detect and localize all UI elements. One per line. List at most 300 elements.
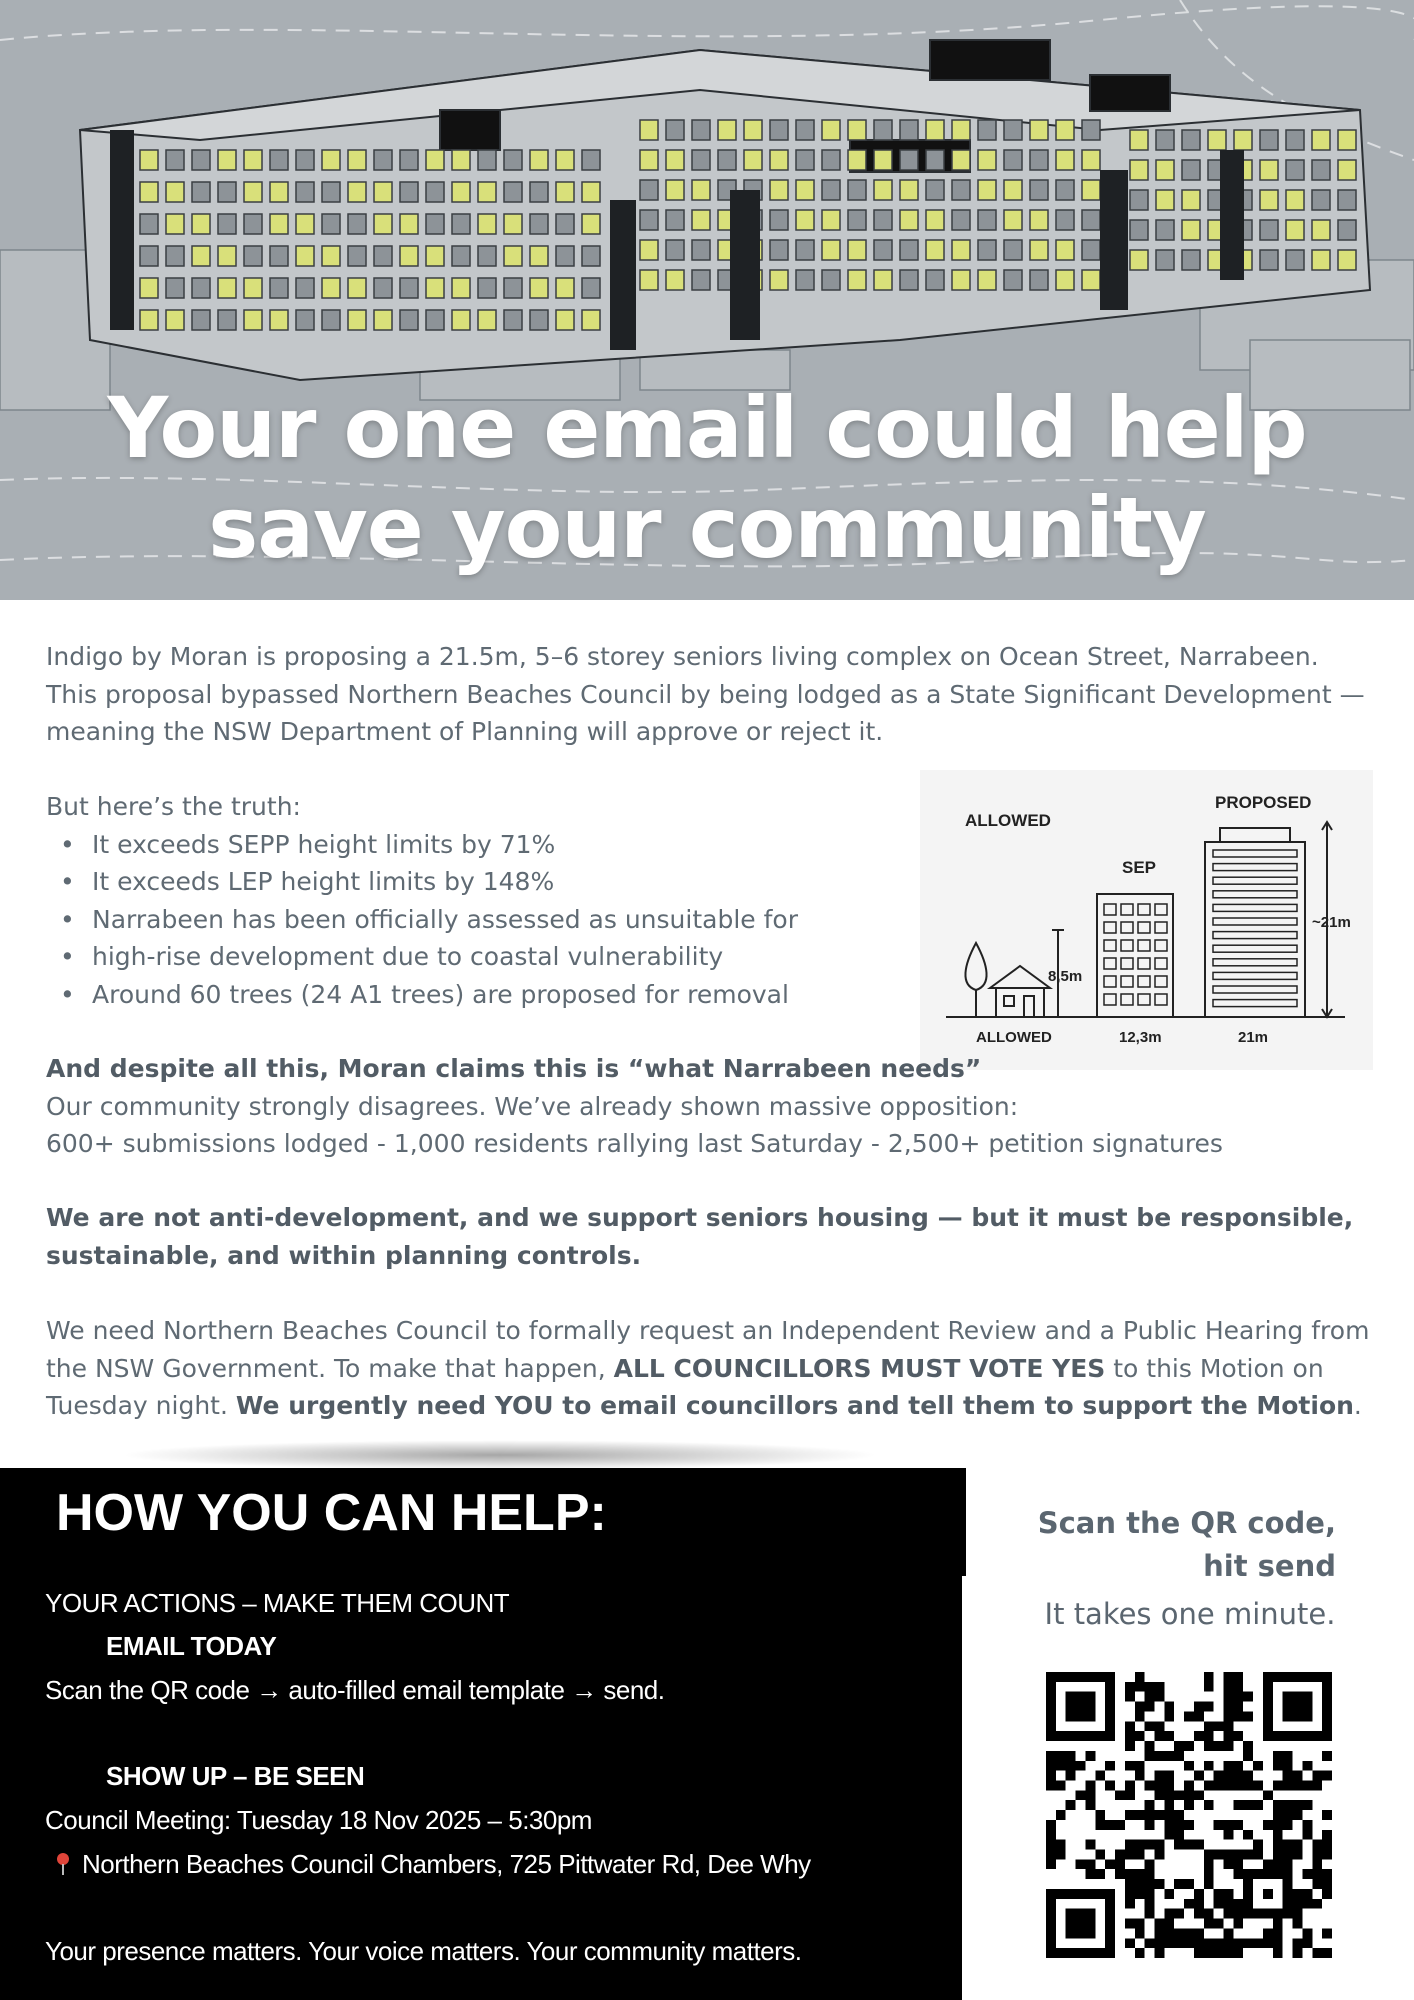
qr-module bbox=[1095, 1771, 1105, 1781]
building-window bbox=[1156, 130, 1174, 150]
qr-module bbox=[1293, 1909, 1303, 1919]
building-window bbox=[504, 310, 522, 330]
qr-module bbox=[1154, 1928, 1164, 1938]
building-window bbox=[218, 246, 236, 266]
qr-module bbox=[1085, 1751, 1095, 1761]
qr-module bbox=[1233, 1692, 1243, 1702]
qr-finder bbox=[1066, 1692, 1096, 1722]
qr-module bbox=[1283, 1859, 1293, 1869]
building-window bbox=[426, 310, 444, 330]
qr-module bbox=[1224, 1771, 1234, 1781]
building-window bbox=[1056, 210, 1074, 230]
qr-module bbox=[1273, 1751, 1283, 1761]
building-window bbox=[478, 310, 496, 330]
diagram-axis-proposed: 21m bbox=[1238, 1029, 1269, 1046]
building-window bbox=[1260, 160, 1278, 180]
qr-finder bbox=[1066, 1909, 1096, 1939]
qr-module bbox=[1174, 1751, 1184, 1761]
qr-module bbox=[1154, 1938, 1164, 1948]
building-window bbox=[822, 210, 840, 230]
qr-module bbox=[1224, 1711, 1234, 1721]
building-window bbox=[244, 182, 262, 202]
qr-module bbox=[1233, 1899, 1243, 1909]
qr-module bbox=[1135, 1869, 1145, 1879]
show-up-heading: SHOW UP – BE SEEN bbox=[106, 1761, 365, 1791]
qr-module bbox=[1293, 1938, 1303, 1948]
proposed-floor bbox=[1213, 918, 1297, 925]
sep-window bbox=[1155, 994, 1167, 1005]
request-text: . bbox=[1353, 1391, 1362, 1420]
qr-module bbox=[1046, 1771, 1056, 1781]
building-window bbox=[400, 182, 418, 202]
qr-module bbox=[1233, 1761, 1243, 1771]
building-window bbox=[1130, 160, 1148, 180]
building-window bbox=[1056, 240, 1074, 260]
qr-module bbox=[1046, 1850, 1056, 1860]
building-window bbox=[166, 278, 184, 298]
not-anti-line: We are not anti-development, and we support seniors housing — but it must be responsible, bbox=[46, 1203, 1354, 1232]
qr-module bbox=[1283, 1751, 1293, 1761]
qr-module bbox=[1293, 1889, 1303, 1899]
building-window bbox=[1260, 190, 1278, 210]
building-window bbox=[530, 278, 548, 298]
qr-module bbox=[1135, 1711, 1145, 1721]
sep-window bbox=[1155, 904, 1167, 915]
building-window bbox=[556, 182, 574, 202]
request-text: Tuesday night. bbox=[46, 1391, 236, 1420]
building-window bbox=[666, 180, 684, 200]
building-window bbox=[296, 182, 314, 202]
qr-code[interactable] bbox=[1046, 1672, 1332, 1958]
qr-module bbox=[1145, 1780, 1155, 1790]
sep-window bbox=[1104, 940, 1116, 951]
qr-module bbox=[1194, 1731, 1204, 1741]
qr-module bbox=[1115, 1790, 1125, 1800]
proposed-floor bbox=[1213, 877, 1297, 884]
qr-module bbox=[1204, 1869, 1214, 1879]
building-window bbox=[1004, 180, 1022, 200]
building-window bbox=[1082, 120, 1100, 140]
building-window bbox=[1082, 240, 1100, 260]
building-window bbox=[874, 240, 892, 260]
qr-module bbox=[1085, 1869, 1095, 1879]
building-window bbox=[270, 182, 288, 202]
qr-module bbox=[1224, 1889, 1234, 1899]
building-window bbox=[1182, 160, 1200, 180]
qr-module bbox=[1164, 1830, 1174, 1840]
building-window bbox=[166, 214, 184, 234]
truth-list bbox=[46, 826, 926, 1014]
qr-module bbox=[1135, 1840, 1145, 1850]
qr-module bbox=[1056, 1810, 1066, 1820]
sep-window bbox=[1138, 940, 1150, 951]
building-window bbox=[692, 240, 710, 260]
building-window bbox=[192, 246, 210, 266]
building-window bbox=[530, 246, 548, 266]
building-window bbox=[848, 240, 866, 260]
building-window bbox=[400, 150, 418, 170]
building-window bbox=[1030, 240, 1048, 260]
qr-module bbox=[1273, 1820, 1283, 1830]
headline bbox=[0, 378, 1414, 578]
qr-module bbox=[1214, 1948, 1224, 1958]
diagram-svg bbox=[920, 770, 1373, 1070]
qr-module bbox=[1253, 1780, 1263, 1790]
qr-module bbox=[1095, 1810, 1105, 1820]
building-window bbox=[270, 310, 288, 330]
qr-module bbox=[1322, 1928, 1332, 1938]
qr-module bbox=[1135, 1761, 1145, 1771]
qr-module bbox=[1204, 1702, 1214, 1712]
qr-module bbox=[1145, 1869, 1155, 1879]
building-window bbox=[348, 310, 366, 330]
qr-module bbox=[1283, 1761, 1293, 1771]
qr-module bbox=[1243, 1830, 1253, 1840]
qr-module bbox=[1125, 1731, 1135, 1741]
building-window bbox=[504, 278, 522, 298]
qr-module bbox=[1233, 1909, 1243, 1919]
building-window bbox=[530, 150, 548, 170]
building-window bbox=[1056, 120, 1074, 140]
qr-module bbox=[1302, 1800, 1312, 1810]
qr-module bbox=[1135, 1948, 1145, 1958]
qr-module bbox=[1135, 1850, 1145, 1860]
building-window bbox=[1056, 150, 1074, 170]
building-window bbox=[1004, 150, 1022, 170]
qr-module bbox=[1145, 1938, 1155, 1948]
qr-module bbox=[1283, 1840, 1293, 1850]
building-window bbox=[270, 278, 288, 298]
qr-module bbox=[1204, 1850, 1214, 1860]
qr-module bbox=[1322, 1869, 1332, 1879]
building-window bbox=[218, 310, 236, 330]
qr-module bbox=[1204, 1741, 1214, 1751]
building-window bbox=[582, 150, 600, 170]
qr-module bbox=[1125, 1810, 1135, 1820]
qr-module bbox=[1194, 1711, 1204, 1721]
building-window bbox=[192, 214, 210, 234]
building-window bbox=[296, 150, 314, 170]
building-window bbox=[166, 246, 184, 266]
qr-module bbox=[1184, 1790, 1194, 1800]
building-window bbox=[270, 214, 288, 234]
qr-module bbox=[1243, 1692, 1253, 1702]
qr-module bbox=[1204, 1780, 1214, 1790]
qr-module bbox=[1154, 1790, 1164, 1800]
building-window bbox=[374, 310, 392, 330]
qr-module bbox=[1293, 1810, 1303, 1820]
qr-module bbox=[1204, 1879, 1214, 1889]
building-window bbox=[692, 270, 710, 290]
building-window bbox=[400, 310, 418, 330]
building-window bbox=[244, 150, 262, 170]
sep-window bbox=[1121, 940, 1133, 951]
request-paragraph bbox=[46, 1312, 1376, 1425]
building-window bbox=[322, 278, 340, 298]
qr-module bbox=[1214, 1919, 1224, 1929]
qr-module bbox=[1293, 1800, 1303, 1810]
qr-module bbox=[1273, 1928, 1283, 1938]
request-text: to this Motion on bbox=[1105, 1353, 1324, 1383]
headline-line-1: Your one email could help bbox=[107, 379, 1307, 477]
qr-module bbox=[1174, 1840, 1184, 1850]
building-window bbox=[770, 210, 788, 230]
qr-module bbox=[1312, 1780, 1322, 1790]
qr-module bbox=[1056, 1780, 1066, 1790]
building-window bbox=[952, 150, 970, 170]
building-window bbox=[1156, 220, 1174, 240]
building-window bbox=[640, 120, 658, 140]
building-window bbox=[640, 240, 658, 260]
not-anti-line: sustainable, and within planning controls. bbox=[46, 1240, 642, 1270]
qr-module bbox=[1164, 1919, 1174, 1929]
qr-module bbox=[1302, 1761, 1312, 1771]
truth-item-continuation bbox=[46, 938, 926, 976]
building-window bbox=[582, 246, 600, 266]
building-window bbox=[926, 150, 944, 170]
proposed-floor bbox=[1213, 864, 1297, 871]
qr-module bbox=[1204, 1761, 1214, 1771]
building-window bbox=[478, 182, 496, 202]
building-window bbox=[374, 246, 392, 266]
qr-module bbox=[1312, 1948, 1322, 1958]
building-window bbox=[374, 278, 392, 298]
proposed-floor bbox=[1213, 850, 1297, 857]
qr-module bbox=[1283, 1810, 1293, 1820]
building-window bbox=[822, 270, 840, 290]
qr-module bbox=[1164, 1810, 1174, 1820]
building-window bbox=[322, 214, 340, 234]
building-window bbox=[452, 310, 470, 330]
qr-module bbox=[1194, 1702, 1204, 1712]
qr-module bbox=[1224, 1682, 1234, 1692]
building-window bbox=[1208, 130, 1226, 150]
request-emphasis: ALL COUNCILLORS MUST VOTE YES bbox=[613, 1353, 1106, 1383]
qr-module bbox=[1174, 1810, 1184, 1820]
building-window bbox=[556, 310, 574, 330]
qr-module bbox=[1224, 1899, 1234, 1909]
qr-module bbox=[1194, 1889, 1204, 1899]
building-window bbox=[504, 150, 522, 170]
truth-item: • Around 60 trees (24 A1 trees) are proposed for removal bbox=[46, 976, 926, 1014]
qr-module bbox=[1046, 1761, 1056, 1771]
qr-module bbox=[1145, 1800, 1155, 1810]
qr-module bbox=[1273, 1830, 1283, 1840]
building-window bbox=[796, 180, 814, 200]
qr-module bbox=[1293, 1899, 1303, 1909]
building-window bbox=[1030, 150, 1048, 170]
building-window bbox=[166, 150, 184, 170]
qr-module bbox=[1224, 1780, 1234, 1790]
request-line: We need Northern Beaches Council to formally request an Independent Review and a Public Hearing from bbox=[46, 1316, 1370, 1345]
qr-module bbox=[1224, 1741, 1234, 1751]
sep-window bbox=[1121, 994, 1133, 1005]
qr-module bbox=[1233, 1859, 1243, 1869]
qr-module bbox=[1125, 1840, 1135, 1850]
house-icon bbox=[990, 966, 1050, 1017]
proposed-floor bbox=[1213, 891, 1297, 898]
building-window bbox=[452, 150, 470, 170]
building-window bbox=[348, 246, 366, 266]
building-window bbox=[1182, 250, 1200, 270]
building-window bbox=[166, 310, 184, 330]
meeting-location bbox=[54, 1846, 811, 1882]
qr-module bbox=[1095, 1820, 1105, 1830]
qr-module bbox=[1164, 1790, 1174, 1800]
qr-module bbox=[1046, 1780, 1056, 1790]
qr-module bbox=[1066, 1771, 1076, 1781]
qr-module bbox=[1145, 1889, 1155, 1899]
qr-module bbox=[1224, 1721, 1234, 1731]
qr-module bbox=[1243, 1711, 1253, 1721]
building-window bbox=[770, 180, 788, 200]
truth-item: • It exceeds SEPP height limits by 71% bbox=[46, 826, 926, 864]
building-window bbox=[952, 270, 970, 290]
qr-module bbox=[1164, 1751, 1174, 1761]
qr-module bbox=[1322, 1830, 1332, 1840]
qr-module bbox=[1184, 1761, 1194, 1771]
building-window bbox=[478, 150, 496, 170]
qr-module bbox=[1322, 1751, 1332, 1761]
building-window bbox=[400, 214, 418, 234]
qr-module bbox=[1164, 1780, 1174, 1790]
qr-module bbox=[1154, 1850, 1164, 1860]
qr-module bbox=[1312, 1840, 1322, 1850]
building-window bbox=[1130, 190, 1148, 210]
qr-module bbox=[1302, 1938, 1312, 1948]
building-window bbox=[504, 214, 522, 234]
qr-finder bbox=[1283, 1692, 1313, 1722]
building-window bbox=[218, 182, 236, 202]
building-window bbox=[1156, 190, 1174, 210]
building-window bbox=[874, 270, 892, 290]
qr-module bbox=[1283, 1820, 1293, 1830]
building-window bbox=[1312, 160, 1330, 180]
sep-window bbox=[1121, 922, 1133, 933]
qr-module bbox=[1253, 1938, 1263, 1948]
qr-module bbox=[1095, 1869, 1105, 1879]
building-window bbox=[692, 150, 710, 170]
qr-module bbox=[1302, 1869, 1312, 1879]
qr-subheading: It takes one minute. bbox=[1044, 1597, 1336, 1631]
building-window bbox=[1234, 130, 1252, 150]
qr-module bbox=[1066, 1751, 1076, 1761]
building-window bbox=[322, 150, 340, 170]
building-window bbox=[926, 240, 944, 260]
building-window bbox=[556, 150, 574, 170]
intro-line: This proposal bypassed Northern Beaches Council by being lodged as a State Significant Development — bbox=[46, 679, 1365, 709]
truth-section bbox=[46, 788, 926, 1013]
qr-module bbox=[1273, 1948, 1283, 1958]
building-window bbox=[348, 150, 366, 170]
building-window bbox=[1286, 190, 1304, 210]
qr-module bbox=[1145, 1751, 1155, 1761]
building-window bbox=[718, 120, 736, 140]
qr-module bbox=[1154, 1919, 1164, 1929]
qr-module bbox=[1164, 1702, 1174, 1712]
building-window bbox=[1260, 220, 1278, 240]
qr-module bbox=[1204, 1731, 1214, 1741]
meeting-details: Council Meeting: Tuesday 18 Nov 2025 – 5:30pm bbox=[45, 1805, 592, 1835]
building-window bbox=[426, 246, 444, 266]
building-window bbox=[166, 182, 184, 202]
qr-module bbox=[1145, 1840, 1155, 1850]
building-window bbox=[848, 120, 866, 140]
building-window bbox=[1338, 130, 1356, 150]
qr-module bbox=[1312, 1899, 1322, 1909]
qr-module bbox=[1145, 1879, 1155, 1889]
request-call-to-action: We urgently need YOU to email councillors and tell them to support the Motion bbox=[235, 1391, 1354, 1420]
qr-module bbox=[1145, 1721, 1155, 1731]
qr-module bbox=[1253, 1761, 1263, 1771]
qr-module bbox=[1273, 1800, 1283, 1810]
qr-module bbox=[1105, 1859, 1115, 1869]
building-window bbox=[1182, 220, 1200, 240]
qr-module bbox=[1214, 1741, 1224, 1751]
building-window bbox=[1056, 270, 1074, 290]
qr-module bbox=[1184, 1820, 1194, 1830]
building-window bbox=[796, 150, 814, 170]
qr-module bbox=[1125, 1889, 1135, 1899]
sep-window bbox=[1138, 958, 1150, 969]
building-window bbox=[218, 150, 236, 170]
sep-window bbox=[1138, 922, 1150, 933]
building-window bbox=[582, 214, 600, 234]
qr-module bbox=[1046, 1859, 1056, 1869]
building-window bbox=[1312, 250, 1330, 270]
qr-module bbox=[1233, 1731, 1243, 1741]
qr-module bbox=[1233, 1711, 1243, 1721]
qr-module bbox=[1302, 1899, 1312, 1909]
building-window bbox=[1312, 220, 1330, 240]
building-window bbox=[874, 210, 892, 230]
qr-module bbox=[1125, 1919, 1135, 1929]
qr-module bbox=[1224, 1702, 1234, 1712]
building-window bbox=[1004, 120, 1022, 140]
building-window bbox=[1338, 190, 1356, 210]
qr-module bbox=[1154, 1751, 1164, 1761]
qr-module bbox=[1233, 1780, 1243, 1790]
building-window bbox=[848, 210, 866, 230]
qr-module bbox=[1184, 1711, 1194, 1721]
qr-module bbox=[1283, 1850, 1293, 1860]
building-window bbox=[666, 150, 684, 170]
sep-window bbox=[1138, 904, 1150, 915]
qr-module bbox=[1154, 1731, 1164, 1741]
building-window bbox=[582, 278, 600, 298]
qr-module bbox=[1293, 1840, 1303, 1850]
qr-module bbox=[1253, 1840, 1263, 1850]
qr-module bbox=[1204, 1909, 1214, 1919]
qr-module bbox=[1135, 1810, 1145, 1820]
proposed-floor bbox=[1213, 945, 1297, 952]
qr-module bbox=[1243, 1741, 1253, 1751]
building-window bbox=[692, 210, 710, 230]
qr-module bbox=[1184, 1899, 1194, 1909]
building-window bbox=[1338, 160, 1356, 180]
building-window bbox=[452, 182, 470, 202]
building-window bbox=[192, 278, 210, 298]
qr-module bbox=[1125, 1721, 1135, 1731]
building-window bbox=[452, 278, 470, 298]
building-window bbox=[666, 210, 684, 230]
building-window bbox=[426, 214, 444, 234]
building-window bbox=[1312, 190, 1330, 210]
qr-module bbox=[1184, 1780, 1194, 1790]
qr-module bbox=[1273, 1938, 1283, 1948]
building-window bbox=[270, 150, 288, 170]
qr-module bbox=[1164, 1820, 1174, 1830]
